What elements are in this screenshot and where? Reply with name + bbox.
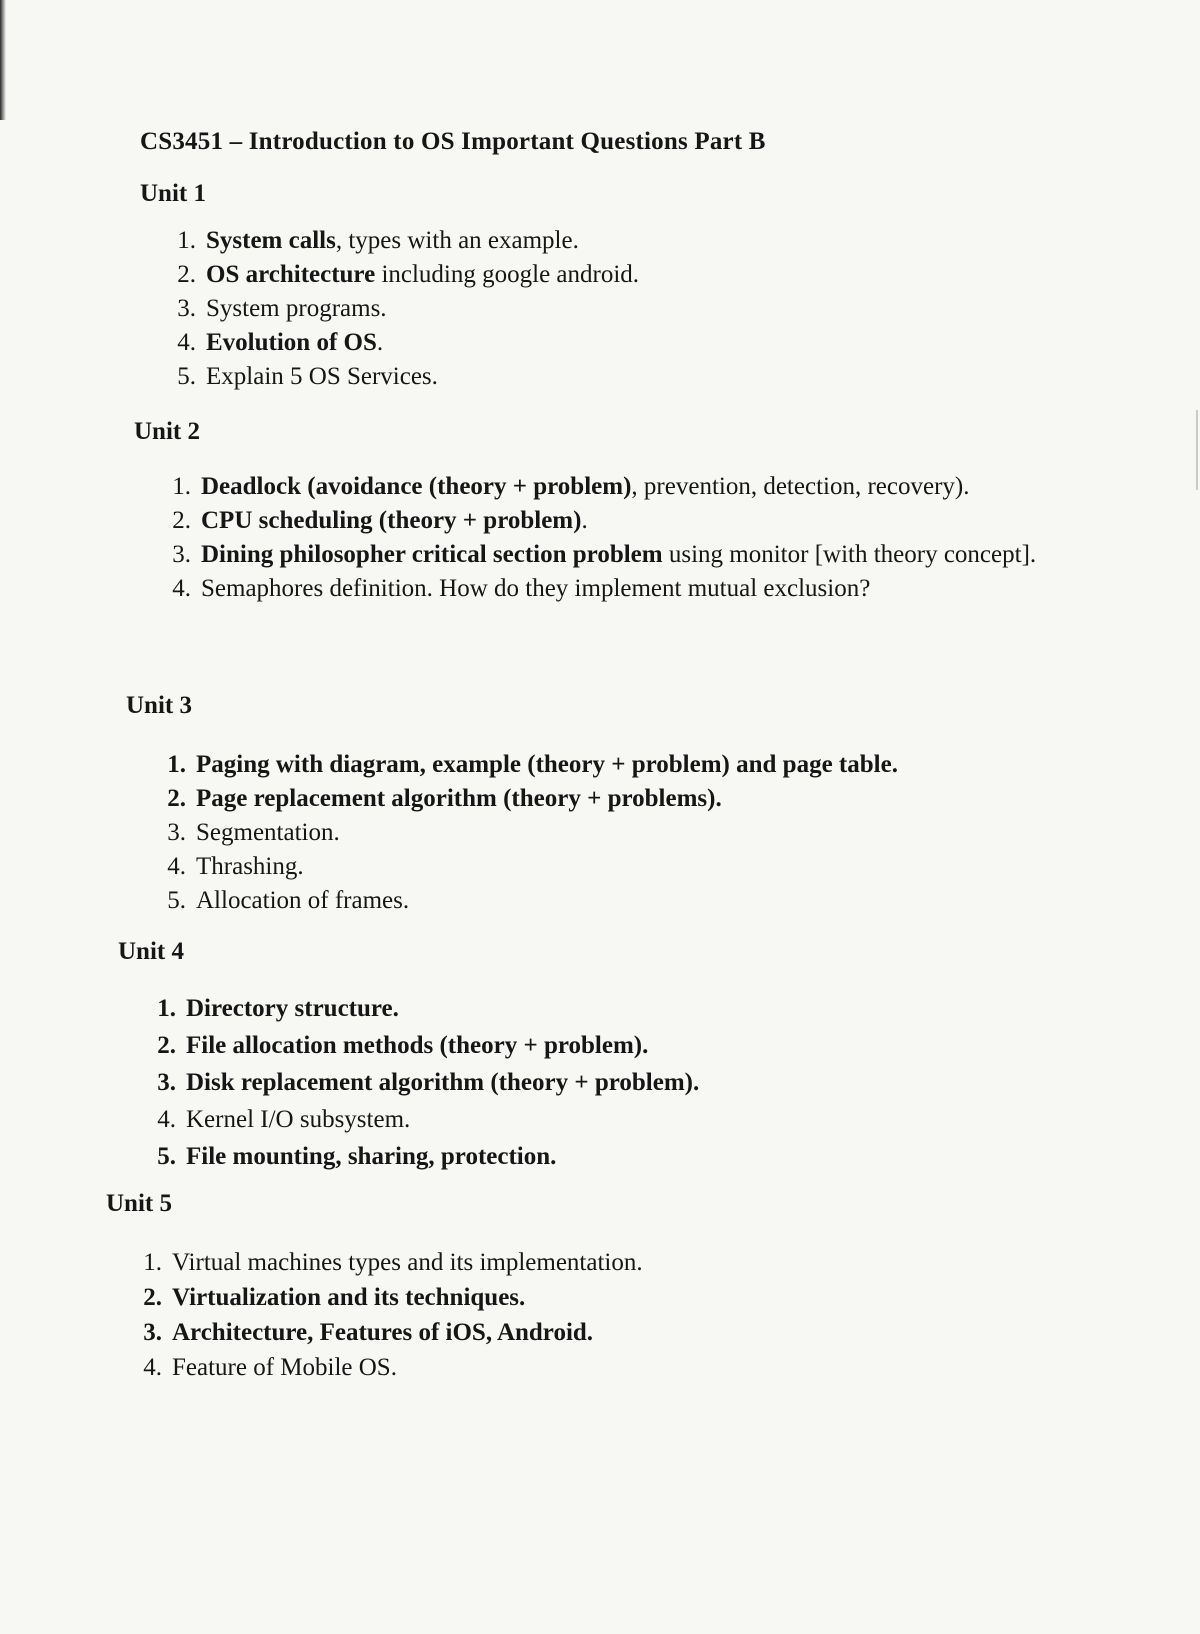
list-item: 2. Page replacement algorithm (theory + problems). [167,785,722,812]
list-item: 4. Kernel I/O subsystem. [157,1106,411,1133]
unit-2-question-list [165,470,1045,606]
list-item: 2. OS architecture including google android. [177,261,640,288]
list-item: 3. System programs. [177,295,387,322]
unit-1-heading: Unit 1 [140,180,206,207]
list-item: 1. Directory structure. [157,995,399,1022]
list-item: 2. Virtualization and its techniques. [143,1284,526,1311]
list-item: 1. Paging with diagram, example (theory + problem) and page table. [167,751,898,778]
list-item: 2. CPU scheduling (theory + problem). [172,507,588,534]
list-item: 3. Dining philosopher critical section problem using monitor [with theory concept]. [172,541,1037,568]
list-item: 4. Feature of Mobile OS. [143,1354,397,1381]
list-item: 4. Semaphores definition. How do they implement mutual exclusion? [172,575,871,602]
list-item: 4. Evolution of OS. [177,329,384,356]
unit-3-question-list [160,748,1060,918]
unit-4-question-list [150,992,1050,1174]
list-item: 3. Disk replacement algorithm (theory + problem). [157,1069,700,1096]
unit-5-heading: Unit 5 [106,1190,172,1217]
list-item: 5. Explain 5 OS Services. [177,363,438,390]
list-item: 4. Thrashing. [167,853,304,880]
list-item: 1. Virtual machines types and its implementation. [143,1249,643,1276]
list-item: 1. Deadlock (avoidance (theory + problem), prevention, detection, recovery). [172,473,970,500]
list-item: 1. System calls, types with an example. [177,227,579,254]
list-item: 3. Architecture, Features of iOS, Android. [143,1319,594,1346]
page-edge-shadow [0,0,6,120]
list-item: 3. Segmentation. [167,819,340,846]
list-item: 5. File mounting, sharing, protection. [157,1143,557,1170]
list-item: 5. Allocation of frames. [167,887,410,914]
unit-1-question-list [170,224,1070,394]
unit-5-question-list [136,1246,1036,1385]
unit-3-heading: Unit 3 [126,692,192,719]
list-item: 2. File allocation methods (theory + problem). [157,1032,649,1059]
document-title: CS3451 – Introduction to OS Important Questions Part B [140,128,766,155]
scan-mark [1196,410,1198,490]
unit-2-heading: Unit 2 [134,418,200,445]
unit-4-heading: Unit 4 [118,938,184,965]
